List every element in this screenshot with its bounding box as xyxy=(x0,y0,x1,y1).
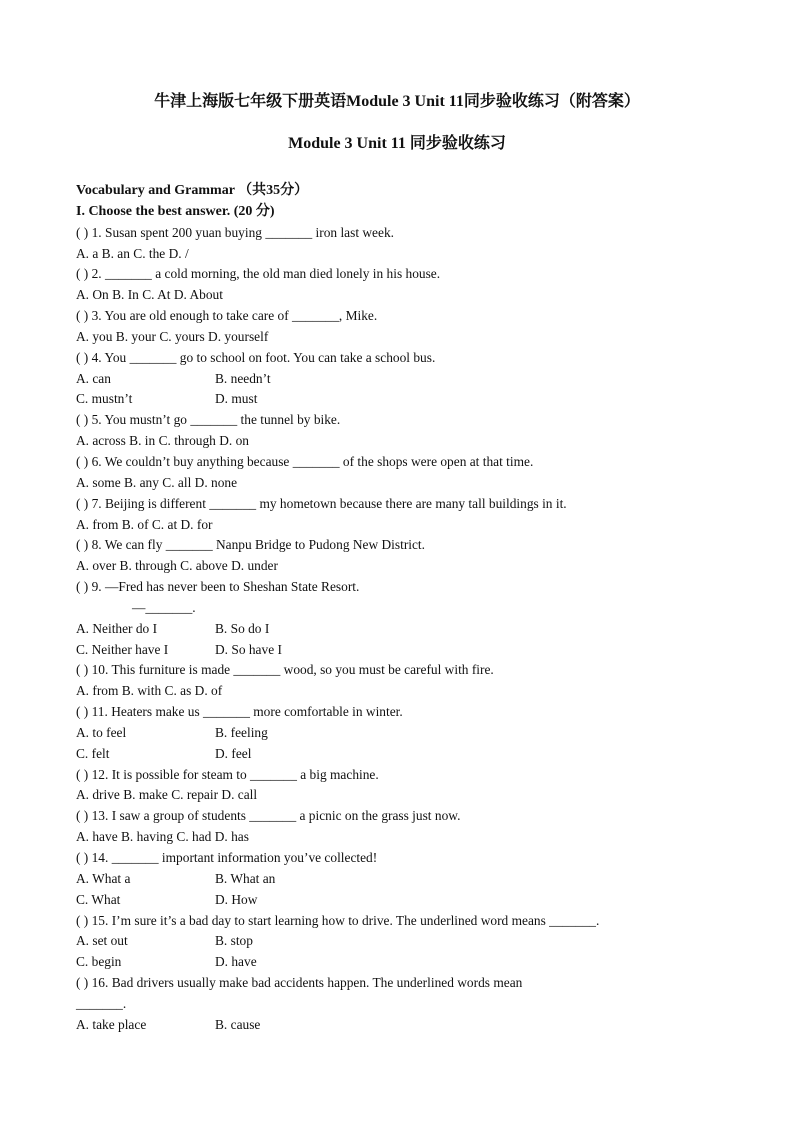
answer-option: B. cause xyxy=(215,1016,261,1032)
answer-option: A. can xyxy=(76,370,111,386)
part-heading: I. Choose the best answer. (20 分) xyxy=(76,203,275,219)
answer-options-row xyxy=(76,931,726,952)
answer-option: D. How xyxy=(215,891,258,907)
answer-options-row xyxy=(76,369,726,390)
answer-options: A. over B. through C. above D. under xyxy=(76,558,278,574)
answer-option: A. to feel xyxy=(76,724,127,740)
answer-options-row xyxy=(76,744,726,765)
answer-option: C. Neither have I xyxy=(76,641,169,657)
answer-option: A. Neither do I xyxy=(76,620,158,636)
answer-option: C. felt xyxy=(76,745,110,761)
answer-options: A. drive B. make C. repair D. call xyxy=(76,787,258,803)
question-stem: ( ) 5. You mustn’t go _______ the tunnel by bike. xyxy=(76,412,341,428)
question-continuation: _______. xyxy=(76,995,127,1011)
answer-option: C. mustn’t xyxy=(76,391,133,407)
answer-option: C. begin xyxy=(76,954,122,970)
answer-option: D. must xyxy=(215,391,258,407)
question-continuation: —_______. xyxy=(132,599,196,615)
question-stem: ( ) 7. Beijing is different _______ my hometown because there are many tall buildings in it. xyxy=(76,495,567,511)
answer-option: B. feeling xyxy=(215,724,268,740)
section-heading: Vocabulary and Grammar （共35分） xyxy=(76,183,309,198)
question-stem: ( ) 11. Heaters make us _______ more comfortable in winter. xyxy=(76,704,403,720)
answer-options-row xyxy=(76,723,726,744)
question-stem: ( ) 8. We can fly _______ Nanpu Bridge to Pudong New District. xyxy=(76,537,426,553)
worksheet-subtitle: Module 3 Unit 11 同步验收练习 xyxy=(288,135,506,152)
question-stem: ( ) 14. _______ important information you’ve collected! xyxy=(76,850,378,865)
question-stem: ( ) 4. You _______ go to school on foot. You can take a school bus. xyxy=(76,349,436,365)
answer-option: A. take place xyxy=(76,1016,147,1032)
answer-options: A. across B. in C. through D. on xyxy=(76,433,249,449)
question-stem: ( ) 15. I’m sure it’s a bad day to start learning how to drive. The underlined word means _______. xyxy=(76,912,600,928)
answer-options: A. have B. having C. had D. has xyxy=(76,829,249,845)
answer-options: A. from B. of C. at D. for xyxy=(76,516,213,532)
answer-options: A. On B. In C. At D. About xyxy=(76,287,223,303)
question-stem: ( ) 10. This furniture is made _______ wood, so you must be careful with fire. xyxy=(76,662,494,678)
answer-option: D. have xyxy=(215,954,257,970)
answer-options-row xyxy=(76,952,726,973)
answer-option: D. feel xyxy=(215,745,252,761)
answer-options-row xyxy=(76,640,726,661)
answer-option: A. What a xyxy=(76,870,131,886)
answer-options: A. a B. an C. the D. / xyxy=(76,245,189,261)
question-stem: ( ) 3. You are old enough to take care of _______, Mike. xyxy=(76,308,378,324)
question-stem: ( ) 6. We couldn’t buy anything because _______ of the shops were open at that time. xyxy=(76,453,534,469)
answer-options-row xyxy=(76,619,726,640)
answer-options-row xyxy=(76,389,726,410)
question-stem: ( ) 13. I saw a group of students _______ a picnic on the grass just now. xyxy=(76,808,461,824)
answer-options-row xyxy=(76,869,726,890)
answer-option: D. So have I xyxy=(215,641,282,657)
answer-options-row xyxy=(76,1015,726,1036)
question-stem: ( ) 1. Susan spent 200 yuan buying _______ iron last week. xyxy=(76,224,394,240)
question-stem: ( ) 2. _______ a cold morning, the old man died lonely in his house. xyxy=(76,266,441,282)
answer-option: C. What xyxy=(76,891,121,907)
answer-option: B. What an xyxy=(215,870,276,886)
worksheet-body xyxy=(76,181,726,1036)
answer-options-row xyxy=(76,890,726,911)
answer-options: A. some B. any C. all D. none xyxy=(76,474,238,490)
answer-option: A. set out xyxy=(76,933,128,949)
answer-option: B. stop xyxy=(215,933,253,949)
question-stem: ( ) 16. Bad drivers usually make bad accidents happen. The underlined words mean xyxy=(76,975,523,991)
document-title: 牛津上海版七年级下册英语Module 3 Unit 11同步验收练习（附答案） xyxy=(154,93,640,110)
question-stem: ( ) 9. —Fred has never been to Sheshan State Resort. xyxy=(76,579,360,595)
answer-options: A. from B. with C. as D. of xyxy=(76,683,223,699)
answer-options: A. you B. your C. yours D. yourself xyxy=(76,328,269,344)
question-stem: ( ) 12. It is possible for steam to _______ a big machine. xyxy=(76,766,379,782)
answer-option: B. So do I xyxy=(215,620,270,636)
answer-option: B. needn’t xyxy=(215,370,271,386)
